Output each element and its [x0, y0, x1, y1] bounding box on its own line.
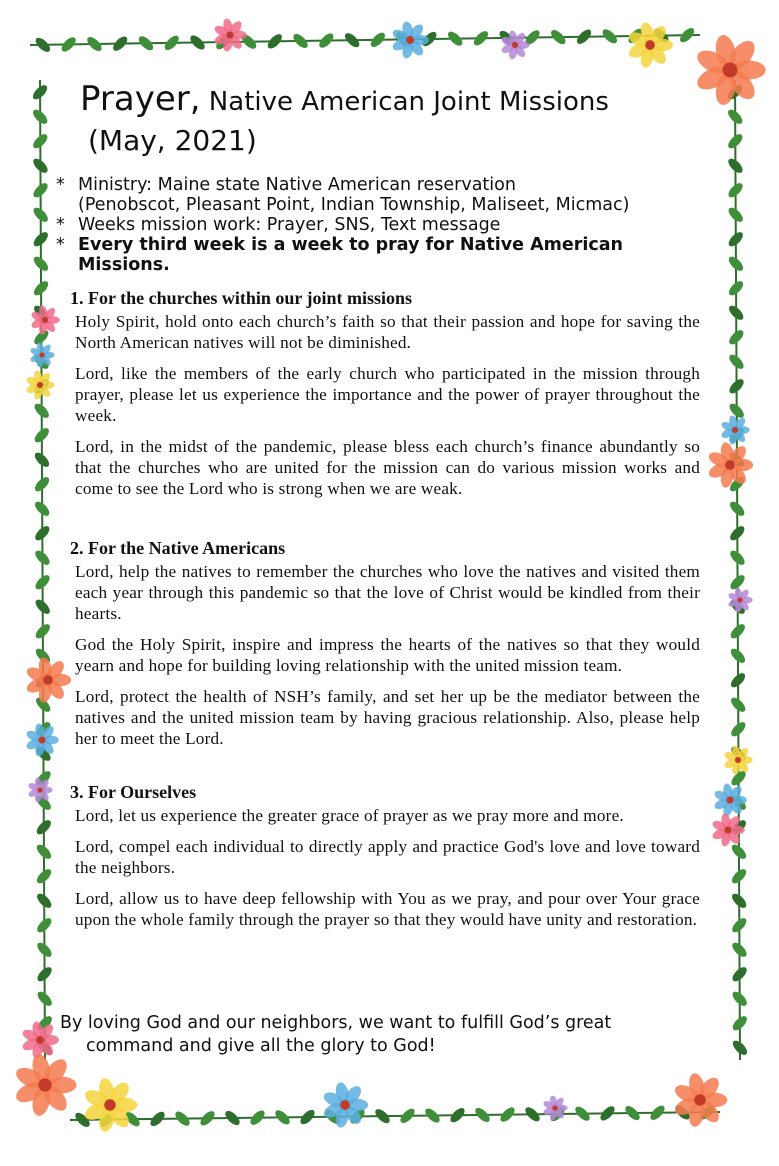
prayer-paragraph: Lord, let us experience the greater grace of prayer as we pray more and more. [75, 806, 624, 825]
flower-center [38, 736, 45, 743]
flower-center [340, 1100, 350, 1110]
flower-center [645, 40, 655, 50]
flower-icon [672, 1072, 727, 1128]
flower-icon [25, 370, 55, 400]
flower-icon [707, 441, 754, 489]
flower-center [36, 1036, 44, 1044]
flower-icon [322, 1081, 369, 1129]
flower-icon [13, 1052, 77, 1117]
flower-icon [720, 415, 750, 445]
flower-icon [29, 342, 54, 368]
flower-center [725, 460, 735, 470]
flower-center [512, 42, 518, 48]
flower-icon [82, 1077, 137, 1133]
prayer-paragraph: God the Holy Spirit, inspire and impress the hearts of the natives so that they would yearn and hope for building loving relationship with the united mission team. [75, 635, 700, 675]
section-heading: 3. For Ourselves [70, 782, 197, 802]
flower-center [43, 675, 53, 685]
bullet-star: * [56, 235, 65, 255]
prayer-paragraph: Lord, protect the health of NSH’s family, and set her up be the mediator between the natives and the united mission team by having gracious relationship. Also, please help her to meet the Lord. [75, 687, 700, 748]
prayer-paragraph: Lord, compel each individual to directly apply and practice God's love and love toward the neighbors. [75, 837, 700, 877]
info-item [56, 175, 716, 195]
section-ourselves [70, 782, 700, 940]
flower-center [726, 796, 733, 803]
vine-stem [40, 80, 45, 1060]
flower-icon [27, 777, 52, 803]
prayer-paragraph: Lord, in the midst of the pandemic, please bless each church’s finance abundantly so that the churches who are united for the mission can do various mission works and come to see the Lord who is strong when we are weak. [75, 437, 700, 498]
info-text: Ministry: Maine state Native American reservation [78, 175, 516, 195]
flower-icon [542, 1095, 567, 1121]
info-text: Weeks mission work: Prayer, SNS, Text message [78, 215, 501, 235]
flower-center [737, 597, 742, 602]
section-native-americans [70, 538, 700, 759]
info-continuation: (Penobscot, Pleasant Point, Indian Township, Maliseet, Micmac) [78, 195, 630, 215]
title-prayer: Prayer, [80, 79, 201, 119]
closing-statement [60, 1012, 700, 1058]
flower-center [42, 317, 48, 323]
info-item [56, 215, 716, 235]
flower-icon [627, 21, 674, 69]
flower-icon [21, 1020, 59, 1059]
flower-icon [694, 33, 766, 107]
bullet-star: * [56, 215, 65, 235]
flower-center [226, 31, 233, 38]
closing-line-2: command and give all the glory to God! [86, 1036, 436, 1056]
title-subject: Native American Joint Missions [200, 87, 609, 117]
vine-stem [30, 35, 700, 45]
prayer-paragraph: Lord, allow us to have deep fellowship with You as we pray, and pour over Your grace upon the whole family through the prayer so that they would have unity and restoration. [75, 889, 700, 929]
closing-line-1: By loving God and our neighbors, we want to fulfill God’s great [60, 1013, 612, 1033]
flower-icon [25, 723, 59, 758]
flower-center [104, 1099, 115, 1110]
flower-center [724, 826, 731, 833]
flower-icon [25, 656, 72, 704]
flower-center [39, 352, 44, 357]
flower-center [732, 427, 738, 433]
section-heading: 1. For the churches within our joint missions [70, 288, 413, 308]
vine-stem [70, 1112, 720, 1120]
vine-stem [735, 80, 740, 1060]
flower-center [723, 63, 738, 78]
prayer-paragraph: Lord, like the members of the early church who participated in the mission through prayer, please let us experience the importance and the power of prayer throughout the week. [75, 364, 700, 425]
bullet-star: * [56, 175, 65, 195]
flower-icon [723, 745, 753, 775]
section-heading: 2. For the Native Americans [70, 538, 286, 558]
title-date: (May, 2021) [88, 124, 257, 157]
flower-center [735, 757, 741, 763]
flower-center [694, 1094, 705, 1105]
section-churches [70, 288, 700, 509]
flower-center [37, 787, 42, 792]
page-title [80, 80, 609, 119]
flower-center [406, 36, 414, 44]
flower-center [552, 1105, 557, 1110]
info-item [56, 235, 716, 275]
prayer-paragraph: Holy Spirit, hold onto each church’s faith so that their passion and hope for saving the North American natives will not be diminished. [75, 312, 700, 352]
flower-icon [727, 587, 752, 613]
info-text: Every third week is a week to pray for Native American Missions. [78, 235, 623, 275]
info-list [56, 175, 716, 275]
prayer-paragraph: Lord, help the natives to remember the churches who love the natives and visited them each year through this pandemic so that the love of Christ would be kindled from their hearts. [75, 562, 700, 623]
flower-center [37, 382, 43, 388]
flower-center [38, 1078, 51, 1091]
flower-icon [713, 783, 747, 818]
